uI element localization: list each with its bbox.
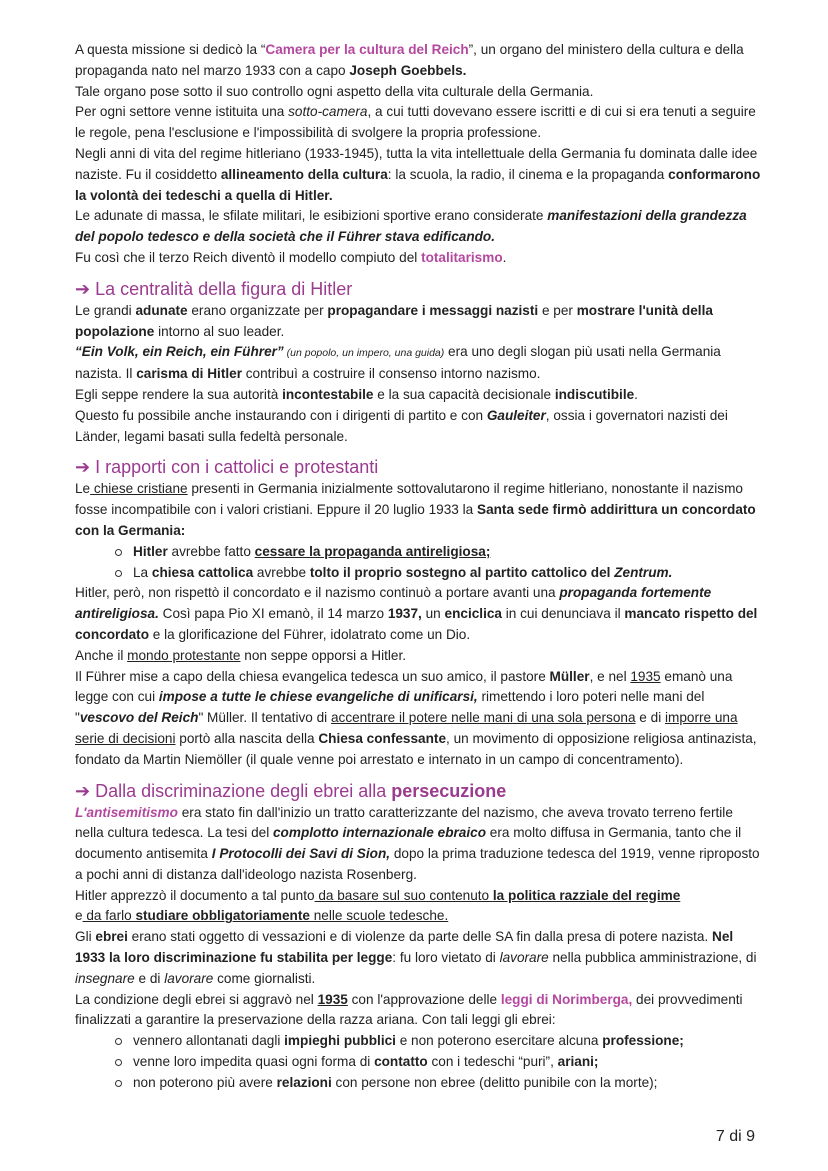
paragraph: Per ogni settore venne istituita una sotto-camera, a cui tutti dovevano essere iscritti e di cui si era tenuti a seguire le regole, pena l'esclusione e l'impossibilità di svolgere la propria professione. — [75, 104, 756, 141]
document-page — [75, 40, 765, 1094]
paragraph: Fu così che il terzo Reich diventò il modello compiuto del totalitarismo. — [75, 249, 507, 265]
paragraph: Tale organo pose sotto il suo controllo ogni aspetto della vita culturale della Germania. — [75, 83, 594, 99]
page-number: 7 di 9 — [715, 1128, 755, 1145]
section-heading: ➔ Dalla discriminazione degli ebrei alla persecuzione — [75, 780, 507, 801]
bullet-list — [75, 1031, 765, 1093]
paragraph: A questa missione si dedicò la “Camera per la cultura del Reich”, un organo del ministero della cultura e della propaganda nato nel marzo 1933 con a capo Joseph Goebbels. — [75, 42, 744, 78]
paragraph: Hitler, però, non rispettò il concordato e il nazismo continuò a portare avanti una propaganda fortemente antireligiosa. Così papa Pio XI emanò, il 14 marzo 1937, un enciclica in cui denunciava il mancato rispetto del concordato e la glorificazione del Führer, idolatrato come un Dio. — [75, 585, 758, 642]
paragraph: Negli anni di vita del regime hitleriano (1933-1945), tutta la vita intellettuale della Germania fu dominata dalle idee naziste. Fu il cosiddetto allineamento della cultura: la scuola, la radio, il cinema e la propaganda conformarono la volontà dei tedeschi a quella di Hitler. — [75, 145, 761, 203]
paragraph: Il Führer mise a capo della chiesa evangelica tedesca un suo amico, il pastore Müller, e nel 1935 emanò una legge con cui impose a tutte le chiese evangeliche di unificarsi, rimettendo i loro poteri nelle mani del "vescovo del Reich" Müller. Il tentativo di accentrare il potere nelle mani di una sola persona e di imporre una serie di decisioni portò alla nascita della Chiesa confessante, un movimento di opposizione religiosa antinazista, fondato da Martin Niemöller (il quale venne poi arrestato e internato in un campo di concentramento). — [75, 668, 757, 767]
arrow-right-icon: ➔ — [75, 457, 91, 478]
paragraph: Le grandi adunate erano organizzate per propagandare i messaggi nazisti e per mostrare l'unità della popolazione intorno al suo leader. — [75, 302, 713, 339]
section-heading: ➔ La centralità della figura di Hitler — [75, 278, 353, 299]
paragraph: Le chiese cristiane presenti in Germania inizialmente sottovalutarono il regime hitleriano, nonostante il nazismo fosse incompatibile con i valori cristiani. Eppure il 20 luglio 1933 la Santa sede firmò addirittura un concordato con la Germania: — [75, 481, 756, 538]
list-item: vennero allontanati dagli impieghi pubblici e non poterono esercitare alcuna professione; — [115, 1031, 765, 1052]
bullet-list — [75, 542, 765, 584]
paragraph: Gli ebrei erano stati oggetto di vessazioni e di violenze da parte delle SA fin dalla presa di potere nazista. Nel 1933 la loro discriminazione fu stabilita per legge: fu loro vietato di lavorare nella pubblica amministrazione, di insegnare e di lavorare come giornalisti. — [75, 929, 757, 986]
paragraph: Egli seppe rendere la sua autorità incontestabile e la sua capacità decisionale indiscutibile. — [75, 386, 638, 402]
list-item: Hitler avrebbe fatto cessare la propaganda antireligiosa; — [115, 542, 765, 563]
section-heading: ➔ I rapporti con i cattolici e protestanti — [75, 457, 379, 478]
paragraph: Hitler apprezzò il documento a tal punto da basare sul suo contenuto la politica razziale del regime e da farlo studiare obbligatoriamente nelle scuole tedesche. — [75, 887, 681, 924]
paragraph: “Ein Volk, ein Reich, ein Führer” (un popolo, un impero, una guida) era uno degli slogan più usati nella Germania nazista. Il carisma di Hitler contribuì a costruire il consenso intorno nazismo. — [75, 344, 721, 382]
paragraph: Anche il mondo protestante non seppe opporsi a Hitler. — [75, 647, 406, 663]
paragraph: Le adunate di massa, le sfilate militari, le esibizioni sportive erano considerate manifestazioni della grandezza del popolo tedesco e della società che il Führer stava edificando. — [75, 208, 747, 245]
arrow-right-icon: ➔ — [75, 780, 91, 801]
paragraph: L'antisemitismo era stato fin dall'inizio un tratto caratterizzante del nazismo, che aveva trovato terreno fertile nella cultura tedesca. La tesi del complotto internazionale ebraico era molto diffusa in Germania, tanto che il documento antisemita I Protocolli dei Savi di Sion, dopo la prima traduzione tedesca del 1919, venne riproposto a pochi anni di distanza dall'ideologo nazista Rosenberg. — [75, 804, 760, 882]
list-item: venne loro impedita quasi ogni forma di contatto con i tedeschi “puri”, ariani; — [115, 1052, 765, 1073]
paragraph: Questo fu possibile anche instaurando con i dirigenti di partito e con Gauleiter, ossia i governatori nazisti dei Länder, legami basati sulla fedeltà personale. — [75, 407, 728, 444]
paragraph: La condizione degli ebrei si aggravò nel 1935 con l'approvazione delle leggi di Norimberga, dei provvedimenti finalizzati a garantire la preservazione della razza ariana. Con tali leggi gli ebrei: — [75, 991, 743, 1028]
list-item: non poterono più avere relazioni con persone non ebree (delitto punibile con la morte); — [115, 1073, 765, 1094]
arrow-right-icon: ➔ — [75, 278, 91, 299]
list-item: La chiesa cattolica avrebbe tolto il proprio sostegno al partito cattolico del Zentrum. — [115, 563, 765, 584]
